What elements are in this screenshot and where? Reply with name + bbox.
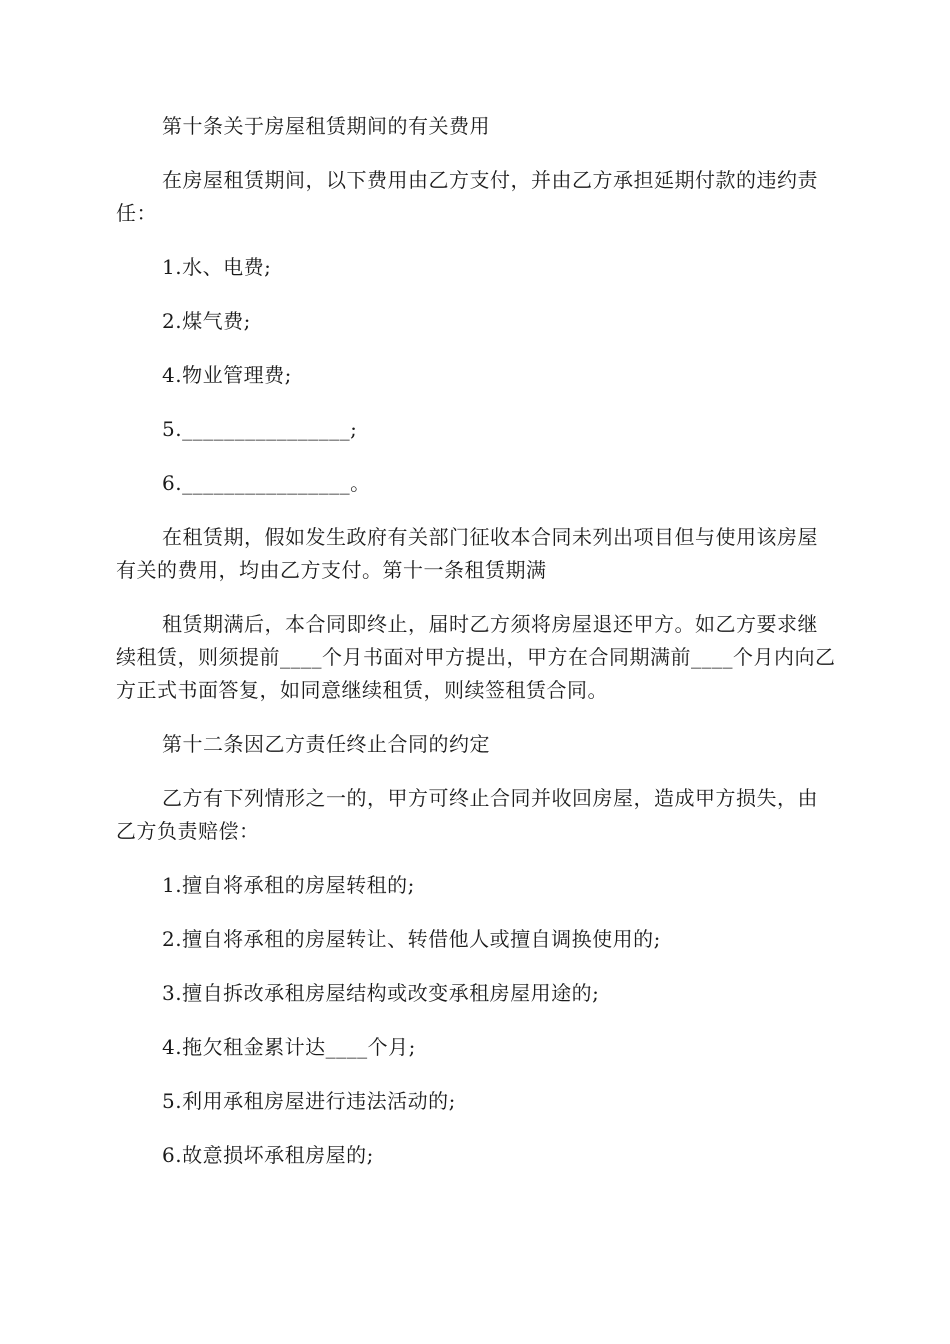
paragraph-termination-intro: 乙方有下列情形之一的，甲方可终止合同并收回房屋，造成甲方损失，由乙方负责赔偿： [116,786,818,843]
document-page [116,110,836,1193]
list-item-termination-3: 3.擅自拆改承租房屋结构或改变承租房屋用途的; [162,981,600,1005]
list-item-fee-6: 6.________________。 [162,471,371,495]
list-item-termination-2: 2.擅自将承租的房屋转让、转借他人或擅自调换使用的; [162,927,661,951]
paragraph-government-fees: 在租赁期，假如发生政府有关部门征收本合同未列出项目但与使用该房屋有关的费用，均由乙方支付。第十一条租赁期满 [116,525,818,582]
section-heading-article-10: 第十条关于房屋租赁期间的有关费用 [162,114,490,138]
list-item-termination-1: 1.擅自将承租的房屋转租的; [162,873,415,897]
list-item-fee-5: 5.________________; [162,417,358,441]
section-heading-article-12: 第十二条因乙方责任终止合同的约定 [162,732,490,756]
list-item-fee-1: 1.水、电费; [162,255,272,279]
list-item-termination-4: 4.拖欠租金累计达____个月; [162,1035,416,1059]
list-item-fee-4: 4.物业管理费; [162,363,292,387]
paragraph-lease-expiry: 租赁期满后，本合同即终止，届时乙方须将房屋退还甲方。如乙方要求继续租赁，则须提前____个月书面对甲方提出，甲方在合同期满前____个月内向乙方正式书面答复，如同意继续租赁，则续签租赁合同。 [116,612,836,702]
list-item-fee-2: 2.煤气费; [162,309,251,333]
paragraph-fees-intro: 在房屋租赁期间，以下费用由乙方支付，并由乙方承担延期付款的违约责任： [116,168,818,225]
list-item-termination-6: 6.故意损坏承租房屋的; [162,1143,374,1167]
list-item-termination-5: 5.利用承租房屋进行违法活动的; [162,1089,456,1113]
